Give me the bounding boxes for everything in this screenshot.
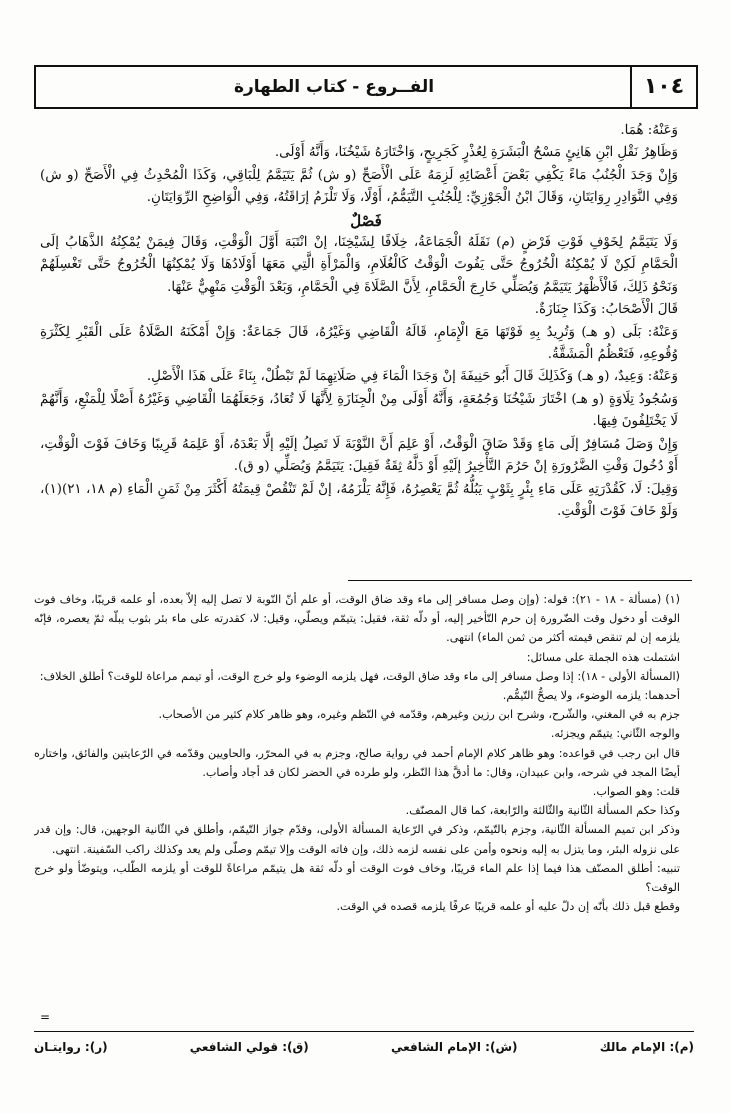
footnote-paragraph: والوجه الثّاني: يتيمّم ويجزئه. bbox=[550, 727, 680, 741]
footnote-paragraph: (المسألة الأولى - ١٨): إذا وصل مسافر إلى ماء وقد ضاق الوقت، فهل يلزمه الوضوء ولو خرج الوقت، أو تيمم مراعاة للوقت؟ أطلق الخلاف: bbox=[39, 669, 680, 683]
legend-item: (ر): روايتـان bbox=[34, 1040, 108, 1054]
footnote-paragraph: جزم به في المغني، والشّرح، وشرح ابن رزين وغيرهم، وقدّمه في النّظم وغيره، وهو ظاهر كلام كثير من الأصحاب. bbox=[158, 708, 680, 722]
footer-divider bbox=[34, 1031, 694, 1032]
footnote-paragraph: وذكر ابن تميم المسألة الثّانية، وجزم بالتّيمّم، وذكر في الرّعاية المسألة الأولى، وقدّم جواز التّيمّم، وأطلق في الثّانية الوجهين، قال: وإن قدر على نزوله البئر، وما يتزل به إليه ونحوه وأمن على نفسه لزمه ذلك، وإن فاته الوقت وإلا تيمّم وصلّى ولم يعد وكذلك راكب السّفينة. انتهى. bbox=[34, 823, 680, 856]
abbreviation-legend bbox=[34, 1040, 694, 1062]
paragraph: وَعَنْهُ: وَعِيدٌ، (و هـ) وَكَذَلِكَ قَالَ أَبُو حَنِيفَةَ إنْ وَجَدَا الْمَاءَ فِي صَلَاتِهِمَا لَمْ تَبْطُلْ، بِنَاءً عَلَى هَذَا الْأَصْلِ. bbox=[146, 369, 678, 385]
page-header bbox=[34, 65, 698, 109]
footnote-paragraph: أحدهما: يلزمه الوضوء، ولا يصحُّ التّيمُّم. bbox=[502, 689, 680, 703]
paragraph: وَعَنْهُ: هُمَا. bbox=[620, 123, 678, 138]
footnote-paragraph: وكذا حكم المسألة الثّانية والثّالثة والرّابعة، كما قال المصنّف. bbox=[405, 804, 680, 818]
main-text bbox=[40, 120, 692, 580]
paragraph: وَظَاهِرُ نَقْلِ ابْنِ هَانِئٍ مَسْحُ الْبَشَرَةِ لِعُذْرٍ كَجَرِيحٍ، وَاخْتَارَهُ شَيْخُنَا، وَأَنَّهُ أَوْلَى. bbox=[274, 145, 678, 161]
footnote-divider bbox=[348, 580, 692, 581]
footnote-paragraph: (١) (مسألة - ١٨ - ٢١): قوله: (وإن وصل مسافر إلى ماء وقد ضاق الوقت، أو علم أنّ النّوبة لا تصل إليه إلاّ بعده، أو علمه قريبًا، وخاف فوت الوقت أو دخول وقت الضّرورة إن حرم التّأخير إليه، أو دلّه ثقة، فقيل: يتيمّم ويصلّي، وقيل: لا، كقدرته على ماء بئر بثوب يبلّه ثمّ يعصره، فإنّه يلزمه إن لم تنقص قيمته أكثر من ثمن الماء) انتهى. bbox=[34, 593, 680, 645]
footnote-paragraph: تنبيه: أطلق المصنّف هذا فيما إذا علم الماء قريبًا، وخاف فوت الوقت أو دلّه ثقة هل يتيمّم مراعاةً للوقت أو يلزمه الطّلب، ويتوضّأ ولو خرج الوقت؟ bbox=[34, 861, 680, 895]
legend-item: (ش): الإمام الشافعي bbox=[390, 1040, 518, 1054]
equals-mark: = bbox=[40, 1010, 51, 1024]
paragraph: وَإِنْ وَصَلَ مُسَافِرٌ إلَى مَاءٍ وَقَدْ ضَاقَ الْوَقْتُ، أَوْ عَلِمَ أَنَّ النَّوْبَةَ لَا تَصِلُ إلَيْهِ إلَّا بَعْدَهُ، أَوْ عَلِمَهُ قَرِيبًا وَخَافَ فَوْتَ الْوَقْتِ، أَوْ دُخُولَ وَقْتِ الضَّرُورَةِ إنْ حَرُمَ التَّأْخِيرُ إلَيْهِ أَوْ دَلَّهُ ثِقَةٌ فَقِيلَ: يَتَيَمَّمُ وَيُصَلِّي (و ق). bbox=[40, 436, 678, 475]
footnote-paragraph: قال ابن رجب في قواعده: وهو ظاهر كلام الإمام أحمد في رواية صالح، وجزم به في المحرّر، والحاويين وقدّمه في الرّعايتين والفائق، واختاره أيضًا المجد في شرحه، وابن عبيدان، وقال: ما أدقَّ هذا النّظر، ولو طرده في الحضر لكان قد أجاد وأصاب. bbox=[34, 746, 680, 779]
legend-item: (ق): قولي الشافعي bbox=[189, 1040, 309, 1054]
paragraph: وَسُجُودُ تِلَاوَةٍ (و هـ) اخْتَارَ شَيْخُنَا وَجُمُعَةٍ، وَأَنَّهُ أَوْلَى مِنْ الْجِنَازَةِ لِأَنَّهَا لَا تُعَادُ، وَجَعَلَهُمَا الْقَاضِي وَغَيْرُهُ أَصْلًا لِلْمَنْعِ، وَأَنَّهُمْ لَا يَخْتَلِفُونَ فِيهَا. bbox=[40, 391, 678, 430]
paragraph: وَلَا يَتَيَمَّمُ لِخَوْفِ فَوْتِ فَرْضٍ (م) نَقَلَهُ الْجَمَاعَةُ، خِلَافًا لِشَيْخِنَا، إنْ انْتَبَهَ أَوَّلَ الْوَقْتِ، وَقَالَ فِيمَنْ يُمْكِنُهُ الذَّهَابُ إلَى الْحَمَّامِ لَكِنْ لَا يُمْكِنُهُ الْخُرُوجُ حَتَّى يَفُوتَ الْوَقْتُ كَالْغُلَامِ، وَالْمَرْأَةِ الَّتِي مَعَهَا أَوْلَادُهَا وَلَا يُمْكِنُهَا الْخُرُوجُ حَتَّى تَغْسِلَهُمْ وَنَحْوُ ذَلِكَ، فَالْأَظْهَرُ يَتَيَمَّمُ وَيُصَلِّي خَارِجَ الْحَمَّامِ، لِأَنَّ الصَّلَاةَ فِي الْحَمَّامِ، وَبَعْدَ الْوَقْتِ مَنْهِيٌّ عَنْهَا. bbox=[40, 235, 678, 295]
paragraph: وَقِيلَ: لَا، كَقُدْرَتِهِ عَلَى مَاءِ بِئْرٍ بِثَوْبٍ يَبُلُّهُ ثُمَّ يَعْصِرُهُ، فَإِنَّهُ يَلْزَمُهُ، إنْ لَمْ تَنْقُصْ قِيمَتُهُ أَكْثَرَ مِنْ ثَمَنِ الْمَاءِ (م ١٨، ٢١)(١)، وَلَوْ خَافَ فَوْتَ الْوَقْتِ. bbox=[40, 481, 678, 519]
legend-item: (م): الإمام مالك bbox=[599, 1040, 694, 1054]
paragraph: وَعَنْهُ: بَلَى (و هـ) وَتُرِيدُ بِهِ فَوْتَهَا مَعَ الْإِمَامِ، قَالَهُ الْقَاضِي وَغَيْرُهُ، قَالَ جَمَاعَةٌ: وَإِنْ أَمْكَنَهُ الصَّلَاةُ عَلَى الْقَبْرِ لِكَثْرَةِ وُقُوعِهِ، فَتَعْظُمُ الْمَشَقَّةُ. bbox=[40, 324, 678, 363]
page-title: الفــروع - كتاب الطهارة bbox=[233, 77, 435, 97]
paragraph: قَالَ الْأَصْحَابُ: وَكَذَا جِنَازَةٌ. bbox=[534, 302, 678, 318]
paragraph: وَإِنْ وَجَدَ الْجُنُبُ مَاءً يَكْفِي بَعْضَ أَعْضَائِهِ لَزِمَهُ عَلَى الْأَصَحِّ (و ش) ثُمَّ يَتَيَمَّمُ لِلْبَاقِي، وَكَذَا الْمُحْدِثُ فِي الْأَصَحِّ (و ش) وَفِي النَّوَادِرِ رِوَايَتَانِ، وَقَالَ ابْنُ الْجَوْزِيِّ: لِلْجُنُبِ التَّيَمُّمُ، أَوْلًا، وَلَا تَلْزَمُ إرَاقَتُهُ، وَفِي الْوَاضِحِ الرِّوَايَتَانِ. bbox=[40, 167, 678, 206]
footnote-paragraph: قلت: وهو الصواب. bbox=[592, 785, 680, 799]
section-heading: فَصْلٌ bbox=[350, 211, 382, 230]
footnote-paragraph: اشتملت هذه الجملة على مسائل: bbox=[526, 650, 680, 664]
footnote-paragraph: وقطع قبل ذلك بأنّه إن دلّ عليه أو علمه قريبًا عرفًا يلزمه قصده في الوقت. bbox=[336, 900, 680, 914]
page-number: ١٠٤ bbox=[630, 67, 696, 107]
footnotes bbox=[34, 590, 694, 1025]
